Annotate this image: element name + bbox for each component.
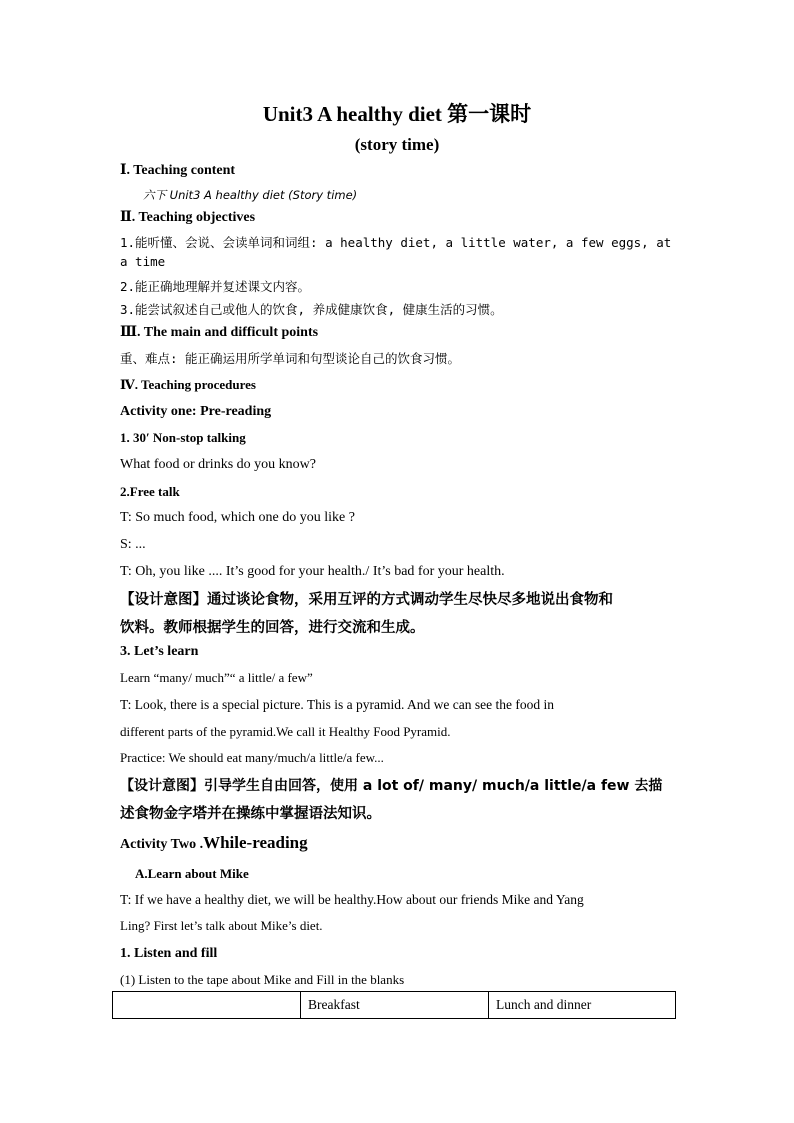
activity-two-teacher-line-2: Ling? First let’s talk about Mike’s diet. [120,918,323,933]
design-intent-2-line-2: 述食物金字塔并在操练中掌握语法知识。 [120,806,381,822]
step-3-practice: Practice: We should eat many/much/a little/a few... [120,750,384,765]
section-heading-main-points: Ⅲ. The main and difficult points [120,325,319,340]
page-title: Unit3 A healthy diet 第一课时 [262,102,532,126]
listen-and-fill-instruction: (1) Listen to the tape about Mike and Fill in the blanks [120,972,405,987]
design-intent-1-line-2: 饮料。教师根据学生的回答，进行交流和生成。 [120,620,425,636]
page-subtitle: (story time) [354,135,440,154]
objective-1-line-2: a time [120,254,166,269]
step-3-heading: 3. Let’s learn [120,644,199,659]
step-3-teacher-line-2: different parts of the pyramid.We call it Healthy Food Pyramid. [120,724,451,739]
section-heading-teaching-objectives: Ⅱ. Teaching objectives [120,210,256,225]
diet-table [112,991,676,1019]
activity-two-teacher-line-1: T: If we have a healthy diet, we will be healthy.How about our friends Mike and Yang [120,892,584,907]
table-header-cell-breakfast: Breakfast [301,992,489,1019]
activity-two-heading-main: While-reading [203,833,308,852]
step-2-heading: 2.Free talk [120,484,180,499]
sub-heading-learn-about-mike: A.Learn about Mike [135,866,249,881]
table-header-cell-lunch-dinner: Lunch and dinner [489,992,676,1019]
section-heading-teaching-procedures: Ⅳ. Teaching procedures [120,377,256,392]
activity-two-heading [120,833,308,853]
step-3-learn: Learn “many/ much”“ a little/ a few” [120,670,313,685]
step-1-heading: 1. 30′ Non-stop talking [120,430,246,445]
section-heading-teaching-content: Ⅰ. Teaching content [120,163,236,178]
objective-2: 2.能正确地理解并复述课文内容。 [120,279,311,294]
teaching-content-text: 六下 Unit3 A healthy diet (Story time) [143,188,358,202]
step-2-teacher-response: T: Oh, you like .... It’s good for your health./ It’s bad for your health. [120,564,505,579]
table-header-row [113,992,676,1019]
design-intent-1-line-1: 【设计意图】通过谈论食物，采用互评的方式调动学生尽快尽多地说出食物和 [120,592,613,608]
step-3-teacher-line-1: T: Look, there is a special picture. This is a pyramid. And we can see the food in [120,697,554,712]
objective-1-line-1: 1.能听懂、会说、会读单词和词组: a healthy diet, a little water, a few eggs, at [120,235,672,250]
objective-3: 3.能尝试叙述自己或他人的饮食, 养成健康饮食, 健康生活的习惯。 [120,302,503,317]
listen-and-fill-heading: 1. Listen and fill [120,946,218,961]
step-2-student: S: ... [120,537,146,552]
activity-two-heading-prefix: Activity Two . [120,837,204,852]
step-2-teacher: T: So much food, which one do you like ? [120,510,355,525]
activity-one-heading: Activity one: Pre-reading [120,404,272,419]
table-header-cell-empty [113,992,301,1019]
step-1-question: What food or drinks do you know? [120,457,316,472]
main-points-text: 重、难点: 能正确运用所学单词和句型谈论自己的饮食习惯。 [120,351,461,366]
design-intent-2-line-1: 【设计意图】引导学生自由回答，使用 a lot of/ many/ much/a little/a few 去描 [120,778,663,794]
